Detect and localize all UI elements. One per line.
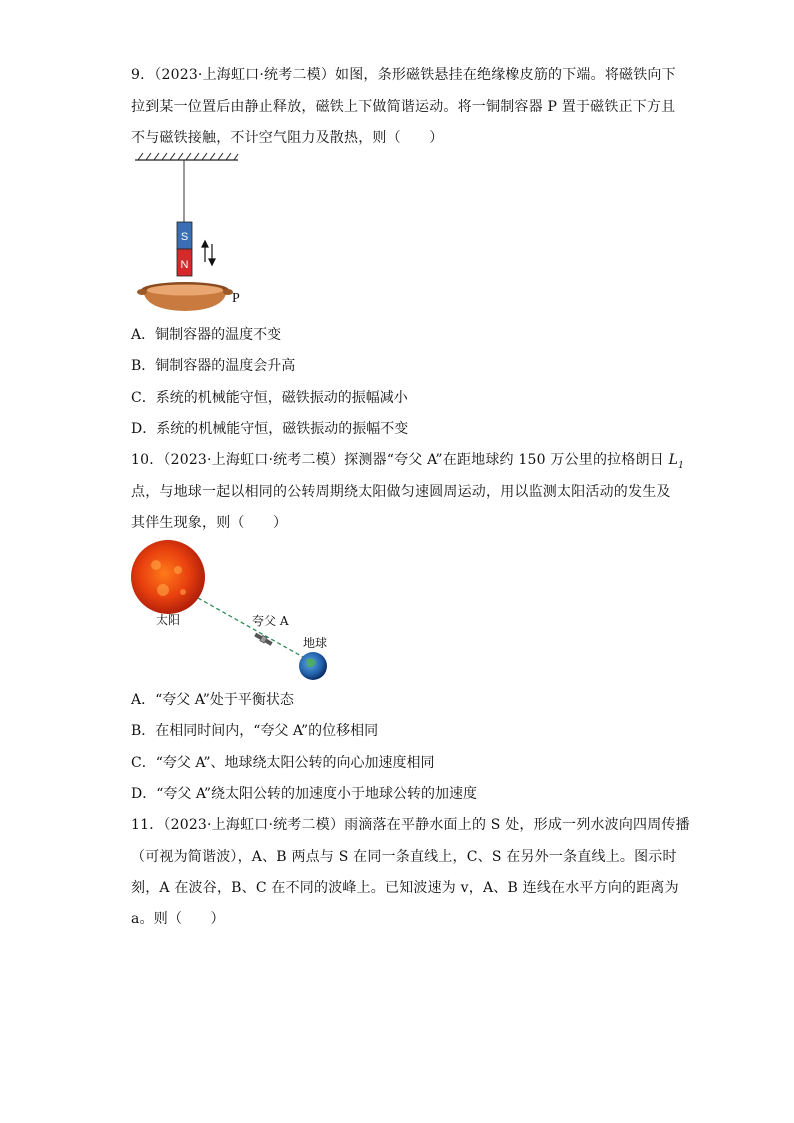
up-down-arrow-icon (202, 241, 215, 265)
ceiling-hatch (135, 153, 238, 160)
q10-option-b: B．在相同时间内，“夸父 A”的位移相同 (131, 723, 379, 739)
q11-line-4: a。则（ ） (131, 911, 225, 927)
q10-line-2: 点，与地球一起以相同的公转周期绕太阳做匀速圆周运动，用以监测太阳活动的发生及 (131, 484, 671, 500)
q11-line-1: 11．（2023·上海虹口·统考二模）雨滴落在平静水面上的 S 处，形成一列水波向四周传播 (131, 817, 690, 833)
q10-option-a: A．“夸父 A”处于平衡状态 (131, 692, 294, 708)
q9-line-2: 拉到某一位置后由静止释放，磁铁上下做简谐运动。将一铜制容器 P 置于磁铁正下方且 (131, 99, 676, 115)
q10-line-3: 其伴生现象，则（ ） (131, 515, 288, 531)
sun-earth-figure (128, 540, 338, 685)
pole-n-label: N (180, 259, 189, 271)
q9-line-3: 不与磁铁接触，不计空气阻力及散热，则（ ） (131, 130, 444, 146)
q9-option-a: A．铜制容器的温度不变 (131, 327, 282, 343)
sun-icon (131, 540, 205, 614)
probe-label: 夸父 A (252, 614, 289, 628)
q11-line-3: 刻，A 在波谷，B、C 在不同的波峰上。已知波速为 v，A、B 连线在水平方向的距离为 (131, 880, 679, 896)
satellite-icon (254, 632, 273, 647)
sun-label: 太阳 (156, 613, 181, 627)
copper-container (137, 282, 233, 311)
q9-option-c: C．系统的机械能守恒，磁铁振动的振幅减小 (131, 390, 408, 406)
q10-option-d: D．“夸父 A”绕太阳公转的加速度小于地球公转的加速度 (131, 786, 478, 802)
q11-line-2: （可视为简谐波），A、B 两点与 S 在同一条直线上，C、S 在另外一条直线上。图示时 (131, 849, 677, 865)
q10-option-c: C．“夸父 A”、地球绕太阳公转的向心加速度相同 (131, 755, 435, 771)
q10-line-1 (131, 450, 684, 476)
lagrange-letter: L (668, 452, 679, 468)
q9-line-1: 9．（2023·上海虹口·统考二模）如图，条形磁铁悬挂在绝缘橡皮筋的下端。将磁铁向下 (131, 67, 676, 83)
lagrange-symbol (668, 452, 685, 471)
q10-line-1-text: 10．（2023·上海虹口·统考二模）探测器“夸父 A”在距地球约 150 万公里的拉格朗日 (131, 452, 664, 468)
pole-s-label: S (180, 231, 189, 243)
q9-option-b: B．铜制容器的温度会升高 (131, 358, 296, 374)
magnet-figure (130, 152, 260, 317)
lagrange-subscript: 1 (678, 460, 685, 471)
container-p-label: P (232, 291, 240, 306)
earth-label: 地球 (303, 636, 328, 650)
q9-option-d: D．系统的机械能守恒，磁铁振动的振幅不变 (131, 421, 409, 437)
